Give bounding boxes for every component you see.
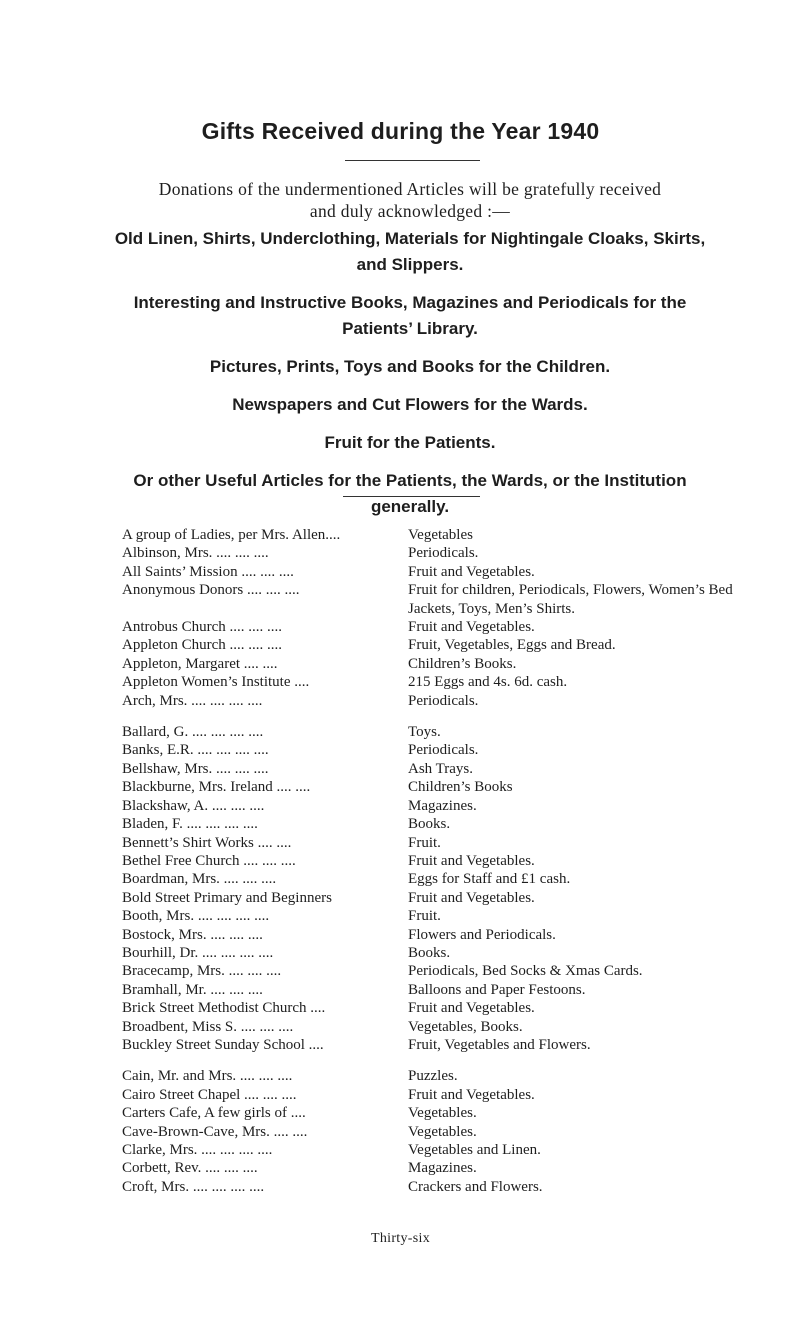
- donor-name: Banks, E.R. .... .... .... ....: [122, 742, 269, 759]
- gift-row: [122, 962, 782, 980]
- wanted-item: Interesting and Instructive Books, Magazines and Periodicals for the Patients’ Library.: [133, 293, 687, 338]
- wanted-item: Or other Useful Articles for the Patients, the Wards, or the Institution generally.: [133, 471, 687, 516]
- donor-name: Appleton Church .... .... ....: [122, 637, 282, 654]
- donor-name: Bethel Free Church .... .... ....: [122, 852, 296, 869]
- donor-name: Cave-Brown-Cave, Mrs. .... ....: [122, 1123, 308, 1140]
- donor-name: Bracecamp, Mrs. .... .... ....: [122, 963, 282, 980]
- gift-list: [122, 526, 782, 1196]
- gift-row: [122, 981, 782, 999]
- intro-text: Donations of the undermentioned Articles will be gratefully received and duly acknowledged :—: [158, 179, 662, 221]
- donor-name: Cain, Mr. and Mrs. .... .... ....: [122, 1068, 293, 1085]
- gift-row: [122, 926, 782, 944]
- gift-description: Books.: [408, 944, 451, 961]
- gift-description: Vegetables, Books.: [408, 1018, 523, 1035]
- gift-description: Balloons and Paper Festoons.: [408, 981, 586, 998]
- gift-row: [122, 815, 782, 833]
- gift-description: Fruit and Vegetables.: [408, 1086, 535, 1103]
- gift-description: Vegetables and Linen.: [408, 1142, 541, 1158]
- gift-description: Fruit and Vegetables.: [408, 619, 535, 636]
- donor-name: Boardman, Mrs. .... .... ....: [122, 871, 277, 888]
- gift-row: [122, 907, 782, 925]
- donor-name: Bramhall, Mr. .... .... ....: [122, 981, 263, 998]
- gift-description: Fruit and Vegetables.: [408, 1000, 535, 1017]
- gift-row: [122, 723, 782, 741]
- gift-row: [122, 636, 782, 654]
- gift-description: Fruit, Vegetables, Eggs and Bread.: [408, 637, 616, 654]
- donor-name: Buckley Street Sunday School ....: [122, 1036, 324, 1053]
- gift-row: [122, 563, 782, 581]
- wanted-item: Old Linen, Shirts, Underclothing, Materials for Nightingale Cloaks, Skirts, and Slippers.: [114, 229, 706, 274]
- donor-name: Corbett, Rev. .... .... ....: [122, 1160, 258, 1177]
- gift-row: [122, 1141, 782, 1159]
- gift-row: [122, 889, 782, 907]
- gift-description: Fruit and Vegetables.: [408, 852, 535, 869]
- wanted-item: Newspapers and Cut Flowers for the Wards.: [232, 395, 588, 414]
- gift-row: [122, 760, 782, 778]
- group-gap: [122, 710, 782, 723]
- gift-description: Eggs for Staff and £1 cash.: [408, 871, 571, 888]
- wanted-item: Pictures, Prints, Toys and Books for the Children.: [209, 357, 611, 376]
- gift-row: [122, 1086, 782, 1104]
- gift-row: [122, 797, 782, 815]
- gift-description: Fruit and Vegetables.: [408, 889, 535, 906]
- donor-name: Arch, Mrs. .... .... .... ....: [122, 692, 263, 709]
- gift-row: [122, 1159, 782, 1177]
- gift-description: Magazines.: [408, 797, 477, 814]
- donor-name: Bellshaw, Mrs. .... .... ....: [122, 760, 269, 777]
- donor-name: Anonymous Donors .... .... ....: [122, 582, 300, 599]
- gift-description: Books.: [408, 816, 451, 833]
- gift-description: Crackers and Flowers.: [408, 1178, 543, 1195]
- donor-name: Carters Cafe, A few girls of ....: [122, 1105, 306, 1122]
- page-title: Gifts Received during the Year 1940: [201, 118, 600, 144]
- donor-name: Appleton, Margaret .... ....: [122, 655, 278, 672]
- gift-row: [122, 834, 782, 852]
- donor-name: Antrobus Church .... .... ....: [122, 619, 282, 636]
- gift-description: Fruit.: [408, 834, 441, 851]
- donor-name: Bostock, Mrs. .... .... ....: [122, 926, 263, 943]
- gift-row: [122, 655, 782, 673]
- gift-row: [122, 1178, 782, 1196]
- gift-description: Fruit for children, Periodicals, Flowers, Women’s Bed Jackets, Toys, Men’s Shirts.: [408, 582, 733, 617]
- gift-row: [122, 526, 782, 544]
- wanted-item: Fruit for the Patients.: [324, 433, 496, 452]
- gift-description: Periodicals, Bed Socks & Xmas Cards.: [408, 963, 643, 980]
- gift-description: Fruit.: [408, 908, 441, 925]
- gift-row: [122, 999, 782, 1017]
- donor-name: Booth, Mrs. .... .... .... ....: [122, 908, 270, 925]
- gift-description: Ash Trays.: [408, 760, 474, 777]
- gift-row: [122, 692, 782, 710]
- gift-row: [122, 1104, 782, 1122]
- gift-description: Periodicals.: [408, 692, 479, 709]
- gift-description: Flowers and Periodicals.: [408, 926, 556, 943]
- donor-name: Cairo Street Chapel .... .... ....: [122, 1086, 297, 1103]
- gift-row: [122, 944, 782, 962]
- gift-row: [122, 1018, 782, 1036]
- gift-row: [122, 581, 782, 618]
- donor-name: A group of Ladies, per Mrs. Allen....: [122, 527, 341, 543]
- donor-name: Blackburne, Mrs. Ireland .... ....: [122, 779, 311, 796]
- donor-name: Bennett’s Shirt Works .... ....: [122, 834, 292, 851]
- gift-row: [122, 618, 782, 636]
- gift-description: Fruit, Vegetables and Flowers.: [408, 1036, 591, 1053]
- donor-name: Broadbent, Miss S. .... .... ....: [122, 1018, 294, 1035]
- page-number: Thirty-six: [371, 1231, 430, 1246]
- donor-name: Blackshaw, A. .... .... ....: [122, 797, 265, 814]
- gift-description: Puzzles.: [408, 1068, 458, 1085]
- gift-description: Fruit and Vegetables.: [408, 563, 535, 580]
- divider-middle: [343, 496, 480, 497]
- gift-row: [122, 1036, 782, 1054]
- donor-name: Albinson, Mrs. .... .... ....: [122, 545, 269, 562]
- donor-name: Bourhill, Dr. .... .... .... ....: [122, 944, 274, 961]
- gift-description: Periodicals.: [408, 742, 479, 759]
- gift-description: Children’s Books.: [408, 655, 517, 672]
- gift-row: [122, 673, 782, 691]
- donor-name: Appleton Women’s Institute ....: [122, 674, 310, 691]
- donor-name: Ballard, G. .... .... .... ....: [122, 724, 264, 741]
- donor-name: Brick Street Methodist Church ....: [122, 1000, 326, 1017]
- gift-description: Vegetables.: [408, 1105, 477, 1122]
- gift-row: [122, 1067, 782, 1085]
- gift-row: [122, 852, 782, 870]
- divider-top: [345, 160, 480, 161]
- donor-name: Clarke, Mrs. .... .... .... ....: [122, 1142, 273, 1158]
- gift-row: [122, 870, 782, 888]
- gift-description: Children’s Books: [408, 779, 513, 796]
- gift-row: [122, 778, 782, 796]
- donor-name: Bladen, F. .... .... .... ....: [122, 816, 258, 833]
- donor-name: Croft, Mrs. .... .... .... ....: [122, 1178, 265, 1195]
- gift-row: [122, 1123, 782, 1141]
- gift-row: [122, 741, 782, 759]
- gift-description: 215 Eggs and 4s. 6d. cash.: [408, 674, 568, 691]
- donor-name: All Saints’ Mission .... .... ....: [122, 563, 294, 580]
- donor-name: Bold Street Primary and Beginners: [122, 889, 332, 906]
- gift-description: Periodicals.: [408, 545, 479, 562]
- group-gap: [122, 1054, 782, 1067]
- gift-description: Vegetables.: [408, 1123, 477, 1140]
- gift-description: Toys.: [408, 724, 441, 741]
- wanted-items: [110, 226, 710, 532]
- gift-row: [122, 544, 782, 562]
- gift-description: Magazines.: [408, 1160, 477, 1177]
- gift-description: Vegetables: [408, 527, 473, 543]
